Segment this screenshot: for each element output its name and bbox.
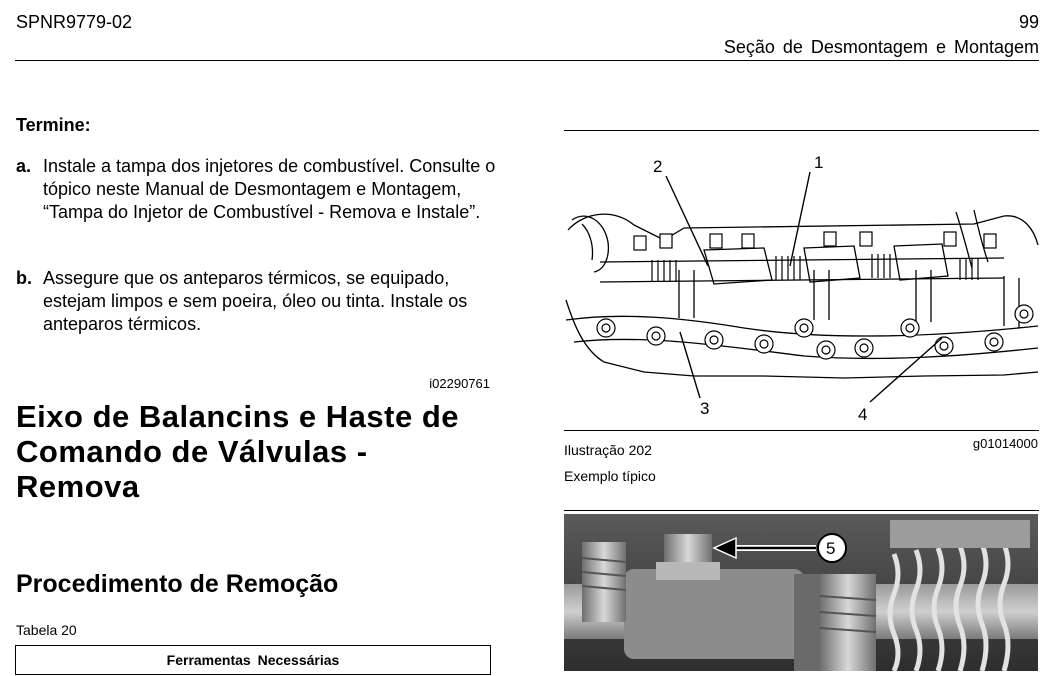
figure-divider — [564, 510, 1039, 511]
callout-number: 2 — [653, 157, 663, 176]
rocker-shaft-illustration — [564, 150, 1040, 432]
step-item — [16, 267, 496, 336]
topic-reference-id: i02290761 — [429, 376, 490, 391]
line-drawing — [564, 150, 1040, 432]
step-marker: a. — [16, 156, 32, 176]
table-label: Tabela 20 — [16, 622, 77, 638]
callout-leader — [790, 172, 810, 266]
document-code: SPNR9779-02 — [16, 12, 133, 32]
figure-divider — [564, 130, 1039, 131]
topic-title: Eixo de Balancins e Haste de Comando de Válvulas - Remova — [16, 399, 460, 504]
page-number: 99 — [1018, 12, 1039, 32]
figure-description: Exemplo típico — [564, 468, 656, 484]
callout-number: 5 — [826, 539, 836, 558]
callout-number: 3 — [700, 399, 710, 418]
table-header: Ferramentas Necessárias — [166, 652, 340, 668]
finish-heading: Termine: — [16, 115, 91, 135]
step-item — [16, 155, 496, 224]
figure-caption: Ilustração 202 — [564, 442, 652, 458]
step-text: Assegure que os anteparos térmicos, se equipado, estejam limpos e sem poeira, óleo ou tinta. Instale os anteparos térmicos. — [43, 268, 468, 334]
header-divider — [15, 60, 1039, 61]
callout-leader — [666, 176, 708, 266]
callout-leader — [870, 338, 942, 402]
rocker-shaft-photo — [564, 514, 1038, 671]
figure-code: g01014000 — [972, 436, 1038, 451]
procedure-heading: Procedimento de Remoção — [16, 570, 339, 598]
photo-render — [564, 514, 1038, 671]
section-title: Seção de Desmontagem e Montagem — [723, 37, 1039, 57]
step-text: Instale a tampa dos injetores de combustível. Consulte o tópico neste Manual de Desmontagem e Montagem, “Tampa do Injetor de Combustível - Remova e Instale”. — [43, 156, 496, 222]
step-marker: b. — [16, 268, 32, 288]
figure-divider — [564, 430, 1039, 431]
callout-number: 4 — [858, 405, 868, 424]
callout-leader — [680, 332, 700, 398]
callout-number: 1 — [814, 153, 824, 172]
